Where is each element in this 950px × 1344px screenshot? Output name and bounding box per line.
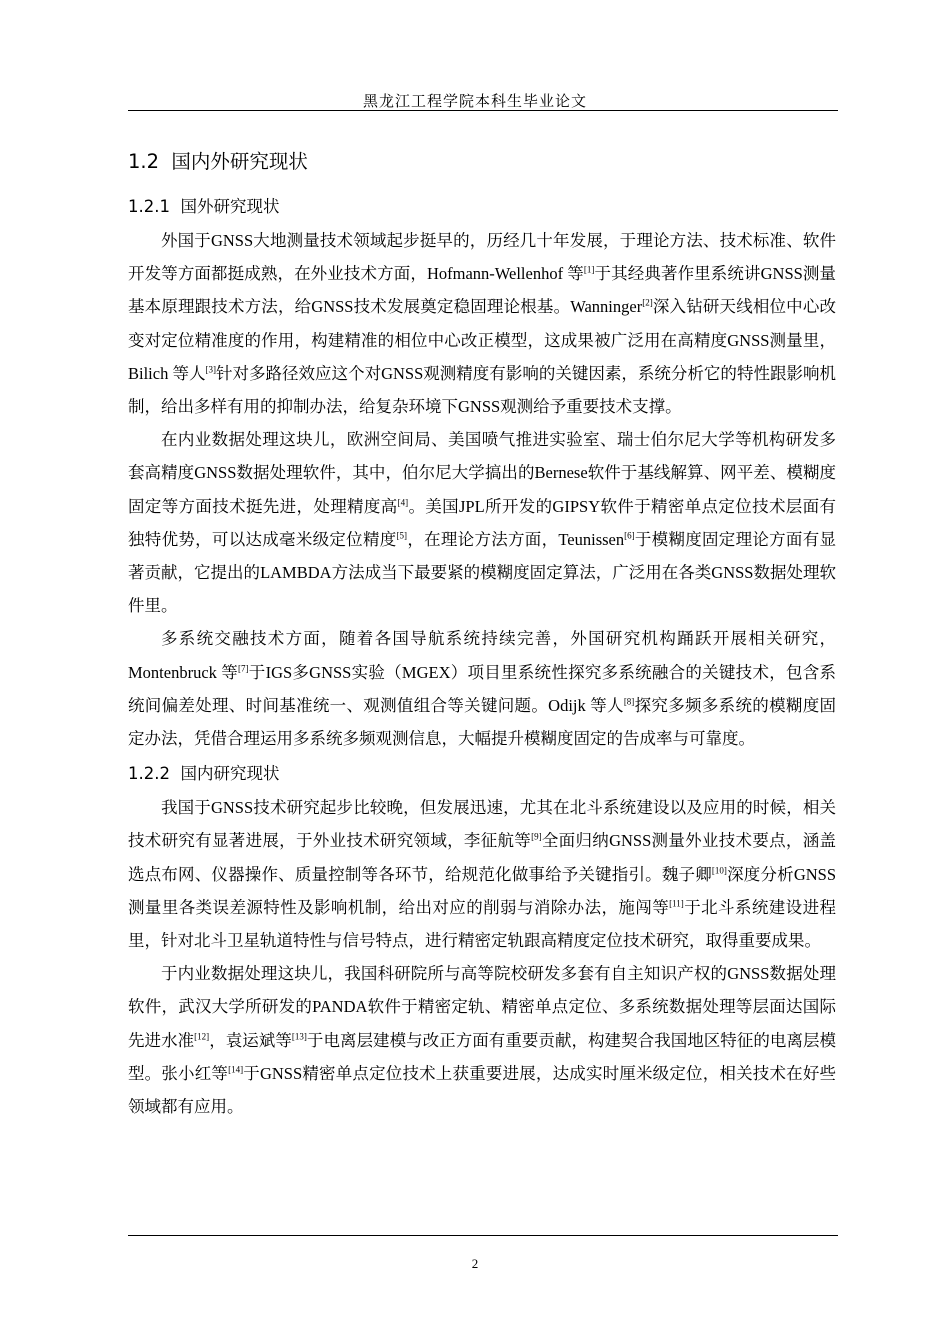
citation-ref: [6] xyxy=(624,530,635,541)
page-body xyxy=(128,140,836,1123)
section-number: 1.2 xyxy=(128,150,160,173)
citation-ref: [2] xyxy=(642,297,653,308)
citation-ref: [5] xyxy=(396,530,408,541)
paragraph-text: 于GNSS精密单点定位技术上获重要进展，达成实时厘米级定位，相关技术在好些领域都有应用。 xyxy=(128,1063,837,1117)
page-number: 2 xyxy=(471,1256,479,1271)
subsection-number: 1.2.2 xyxy=(128,764,170,784)
body-paragraph xyxy=(128,423,836,622)
subsection-title: 国外研究现状 xyxy=(180,197,280,216)
paragraph-text: 于电离层建模与改正方面有重要贡献，构建契合我国地区特征的电离层模型。张小红等 xyxy=(128,1030,837,1083)
paragraph-text: 于内业数据处理这块儿，我国科研院所与高等院校研发多套有自主知识产权的GNSS数据处理软件，武汉大学所研发的PANDA软件于精密定轨、精密单点定位、多系统数据处理等层面达国际先进水准 xyxy=(128,964,836,1050)
citation-ref: [12] xyxy=(194,1031,210,1042)
citation-ref: [3] xyxy=(205,364,216,375)
paragraph-text: ，在理论方法方面，Teunissen xyxy=(407,529,625,549)
citation-ref: [9] xyxy=(531,831,542,842)
paragraph-text: 针对多路径效应这个对GNSS观测精度有影响的关键因素，系统分析它的特性跟影响机制，给出多样有用的抑制办法，给复杂环境下GNSS观测给予重要技术支撑。 xyxy=(128,363,836,417)
paragraph-text: 于其经典著作里系统讲GNSS测量基本原理跟技术方法，给GNSS技术发展奠定稳固理论根基。Wanninger xyxy=(128,264,837,317)
paragraph-text: 外国于GNSS大地测量技术领域起步挺早的，历经几十年发展，于理论方法、技术标准、软件开发等方面都挺成熟，在外业技术方面，Hofmann-Wellenhof 等 xyxy=(128,231,836,284)
paragraph-text: 深度分析GNSS测量里各类误差源特性及影响机制，给出对应的削弱与消除办法，施闯等 xyxy=(128,864,837,917)
citation-ref: [10] xyxy=(711,865,727,876)
section-title: 国内外研究现状 xyxy=(171,150,308,173)
body-paragraph xyxy=(128,622,836,755)
subsection-title: 国内研究现状 xyxy=(180,764,280,784)
subsection-number: 1.2.1 xyxy=(128,197,170,216)
citation-ref: [14] xyxy=(228,1064,244,1075)
subsection-heading xyxy=(128,192,836,222)
citation-ref: [1] xyxy=(583,264,595,275)
citation-ref: [4] xyxy=(397,497,409,508)
paragraph-text: 我国于GNSS技术研究起步比较晚，但发展迅速，尤其在北斗系统建设以及应用的时候，相关技术研究有显著进展，于外业技术研究领域，李征航等 xyxy=(128,798,836,851)
paragraph-text: 于IGS多GNSS实验（MGEX）项目里系统性探究多系统融合的关键技术，包含系统间偏差处理、时间基准统一、观测值组合等关键问题。Odijk 等人 xyxy=(128,662,836,715)
body-paragraph xyxy=(128,957,836,1123)
paragraph-text: 多系统交融技术方面，随着各国导航系统持续完善，外国研究机构踊跃开展相关研究，Montenbruck 等 xyxy=(128,629,836,682)
paragraph-text: ，袁运斌等 xyxy=(209,1030,292,1050)
body-paragraph xyxy=(128,791,836,957)
paragraph-text: 全面归纳GNSS测量外业技术要点，涵盖选点布网、仪器操作、质量控制等各环节，给规范化做事给予关键指引。魏子卿 xyxy=(128,831,837,884)
paragraph-text: 在内业数据处理这块儿，欧洲空间局、美国喷气推进实验室、瑞士伯尔尼大学等机构研发多套高精度GNSS数据处理软件，其中，伯尔尼大学搞出的Bernese软件于基线解算、网平差、模糊度固定等方面技术挺先进，处理精度高 xyxy=(128,430,836,516)
subsections-container xyxy=(128,192,836,1123)
paragraph-text: 探究多频多系统的模糊度固定办法，凭借合理运用多系统多频观测信息，大幅提升模糊度固定的告成率与可靠度。 xyxy=(128,695,836,749)
citation-ref: [11] xyxy=(669,898,684,909)
citation-ref: [13] xyxy=(291,1031,307,1042)
paragraph-text: 于北斗系统建设进程里，针对北斗卫星轨道特性与信号特点，进行精密定轨跟高精度定位技术研究，取得重要成果。 xyxy=(128,897,837,951)
footer-divider xyxy=(128,1235,838,1236)
paragraph-text: 深入钻研天线相位中心改变对定位精准度的作用，构建精准的相位中心改正模型，这成果被广泛用在高精度GNSS测量里，Bilich 等人 xyxy=(128,297,836,383)
body-paragraph xyxy=(128,224,836,423)
subsection-heading xyxy=(128,759,836,789)
paragraph-text: 。美国JPL所开发的GIPSY软件于精密单点定位技术层面有独特优势，可以达成毫米级定位精度 xyxy=(128,496,837,549)
section-heading xyxy=(128,146,836,178)
citation-ref: [7] xyxy=(238,663,249,674)
citation-ref: [8] xyxy=(623,696,635,707)
paragraph-text: 于模糊度固定理论方面有显著贡献，它提出的LAMBDA方法成当下最要紧的模糊度固定算法，广泛用在各类GNSS数据处理软件里。 xyxy=(128,529,836,616)
header-divider xyxy=(128,110,838,111)
running-header: 黑龙江工程学院本科生毕业论文 xyxy=(362,92,587,110)
